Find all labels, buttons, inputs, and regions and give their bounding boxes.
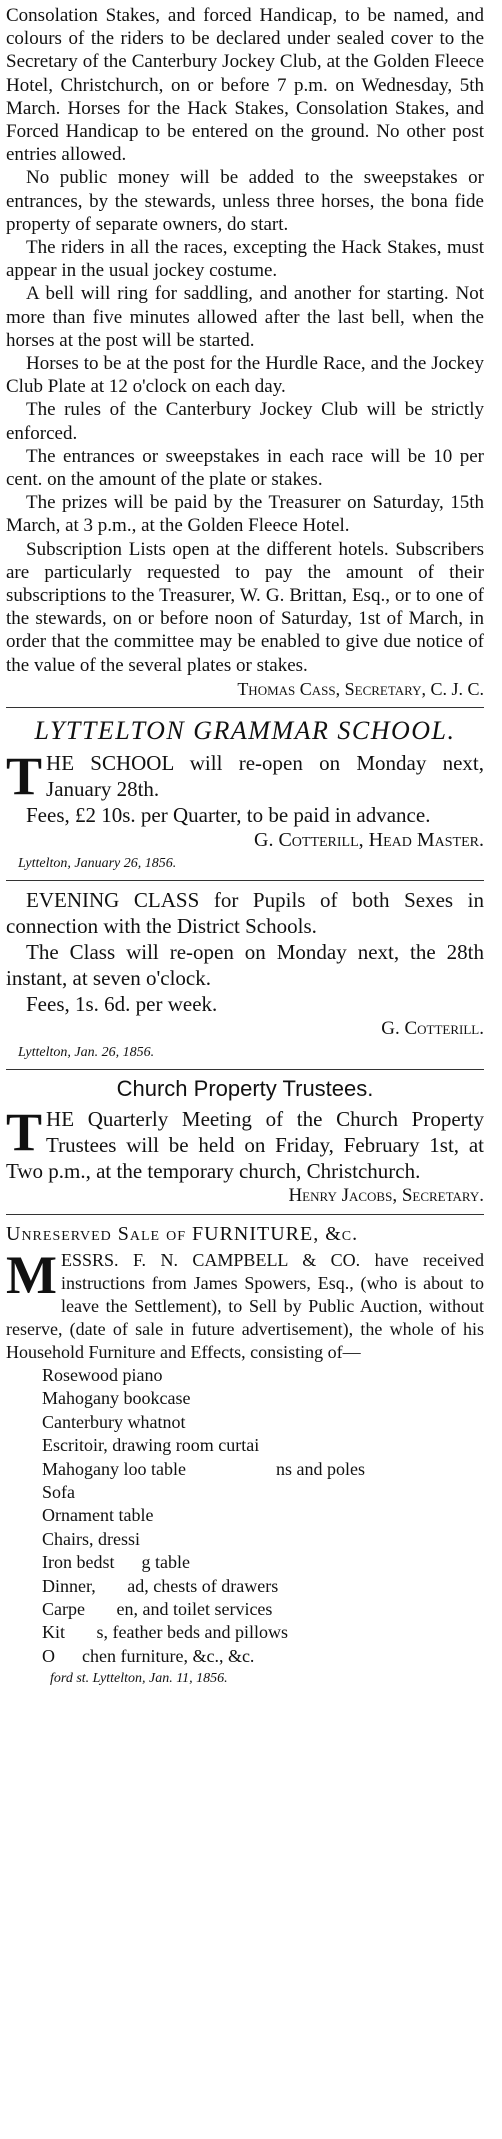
list-item: O chen furniture, &c., &c.	[42, 1645, 255, 1666]
list-item: Rosewood piano	[42, 1364, 163, 1385]
evening-class-paragraph-2: The Class will re-open on Monday next, the 28th instant, at seven o'clock.	[6, 939, 484, 990]
racing-paragraph-2: No public money will be added to the sweepstakes or entrances, by the stewards, unless three horses, the bona fide property of separate owners, do start.	[6, 167, 484, 235]
furniture-paragraph-1: ESSRS. F. N. CAMPBELL & CO. have received instructions from James Spowers, Esq., (who is about to leave the Settlement), to Sell by Public Auction, without reserve, (date of sale in future advertisement), the whole of his Household Furniture and Effects, consisting of—	[6, 1249, 484, 1362]
church-paragraph-1: HE Quarterly Meeting of the Church Property Trustees will be held on Friday, February 1st, at Two p.m., at the temporary church, Christchurch.	[6, 1106, 484, 1183]
furniture-dropcap: M	[6, 1244, 57, 1305]
column	[6, 4, 484, 1688]
evening-class-notice	[6, 887, 484, 1063]
furniture-heading: Unreserved Sale of FURNITURE, &c.	[6, 1222, 359, 1245]
list-item: Canterbury whatnot	[42, 1411, 186, 1432]
divider	[6, 1214, 484, 1215]
divider	[6, 1069, 484, 1070]
racing-notice	[6, 4, 484, 701]
church-signature: Henry Jacobs, Secretary.	[288, 1184, 484, 1206]
grammar-school-notice	[6, 716, 484, 874]
list-item: Ornament table	[42, 1505, 154, 1526]
list-item: Escritoir, drawing room curtai	[42, 1435, 260, 1456]
racing-paragraph-9: Subscription Lists open at the different hotels. Subscribers are particularly requested to pay the amount of their subscriptions to the Treasurer, W. G. Brittan, Esq., or to one of the stewards, on or before noon of Saturday, 1st of March, in order that the committee may be enabled to give due notice of the value of the several plates or stakes.	[6, 538, 484, 676]
list-item: Kit s, feather beds and pillows	[42, 1622, 288, 1643]
list-item: Chairs, dressi	[42, 1528, 140, 1549]
divider	[6, 880, 484, 881]
racing-paragraph-5: Horses to be at the post for the Hurdle Race, and the Jockey Club Plate at 12 o'clock on each day.	[6, 353, 484, 398]
racing-paragraph-8: The prizes will be paid by the Treasurer on Saturday, 15th March, at 3 p.m., at the Golden Fleece Hotel.	[6, 492, 484, 537]
racing-paragraph-6: The rules of the Canterbury Jockey Club will be strictly enforced.	[6, 399, 484, 444]
grammar-school-dateline: Lyttelton, January 26, 1856.	[18, 855, 177, 871]
grammar-school-title: LYTTELTON GRAMMAR SCHOOL.	[34, 715, 456, 745]
evening-class-paragraph-3: Fees, 1s. 6d. per week.	[26, 991, 218, 1016]
furniture-sale-notice	[6, 1221, 484, 1688]
evening-class-dateline: Lyttelton, Jan. 26, 1856.	[18, 1044, 155, 1060]
list-item: Mahogany loo table ns and poles	[42, 1458, 365, 1479]
list-item: Mahogany bookcase	[42, 1388, 191, 1409]
furniture-item-list	[6, 1364, 484, 1668]
list-item: Sofa	[42, 1481, 75, 1502]
church-heading: Church Property Trustees.	[116, 1075, 374, 1101]
church-dropcap: T	[6, 1101, 43, 1162]
racing-signature: Thomas Cass, Secretary, C. J. C.	[237, 678, 484, 699]
racing-paragraph-4: A bell will ring for saddling, and another for starting. Not more than five minutes allowed after the last bell, when the horses at the post will be started.	[6, 283, 484, 351]
racing-paragraph-3: The riders in all the races, excepting the Hack Stakes, must appear in the usual jockey costume.	[6, 237, 484, 282]
evening-class-signature: G. Cotterill.	[381, 1017, 484, 1039]
list-item: Iron bedst g table	[42, 1552, 190, 1573]
furniture-dateline: ford st. Lyttelton, Jan. 11, 1856.	[50, 1671, 228, 1687]
grammar-school-dropcap: T	[6, 745, 43, 806]
grammar-school-signature: G. Cotterill, Head Master.	[254, 828, 484, 851]
list-item: Carpe en, and toilet services	[42, 1598, 273, 1619]
racing-paragraph-1: Consolation Stakes, and forced Handicap, to be named, and colours of the riders to be declared under sealed cover to the Secretary of the Canterbury Jockey Club, at the Golden Fleece Hotel, Christchurch, on or before 7 p.m. on Wednesday, 5th March. Horses for the Hack Stakes, Consolation Stakes, and Forced Handicap to be entered on the ground. No other post entries allowed.	[6, 5, 484, 166]
grammar-school-paragraph-1: HE SCHOOL will re-open on Monday next, January 28th.	[46, 750, 484, 801]
racing-paragraph-7: The entrances or sweepstakes in each race will be 10 per cent. on the amount of the plate or stakes.	[6, 445, 484, 491]
church-notice	[6, 1076, 484, 1208]
list-item: Dinner, ad, chests of drawers	[42, 1575, 279, 1596]
evening-class-paragraph-1: EVENING CLASS for Pupils of both Sexes in connection with the District Schools.	[6, 887, 484, 938]
divider	[6, 707, 484, 708]
grammar-school-paragraph-2: Fees, £2 10s. per Quarter, to be paid in advance.	[26, 802, 431, 827]
